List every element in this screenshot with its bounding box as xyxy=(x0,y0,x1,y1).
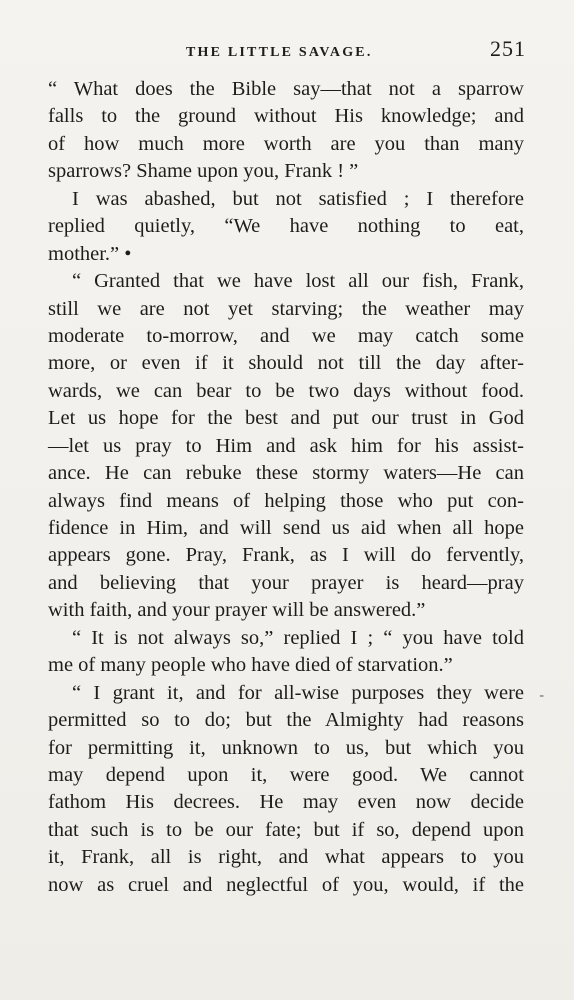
text-line: “ I grant it, and for all-wise purposes they were xyxy=(72,681,524,704)
text-line: “ What does the Bible say—that not a sparrow xyxy=(48,78,524,100)
text-line: that such is to be our fate; but if so, depend upon xyxy=(48,818,524,841)
text-line: falls to the ground without His knowledge; and xyxy=(48,105,524,128)
text-line: and believing that your prayer is heard—pray xyxy=(48,571,524,594)
text-line: mother.” • xyxy=(48,242,132,265)
text-line: replied quietly, “We have nothing to eat, xyxy=(48,215,524,238)
text-line: me of many people who have died of starvation.” xyxy=(48,654,453,677)
text-line: fidence in Him, and will send us aid when all hope xyxy=(48,517,524,539)
text-line: “ Granted that we have lost all our fish, Frank, xyxy=(72,270,524,293)
text-line: it, Frank, all is right, and what appears to you xyxy=(48,846,524,869)
page-number: 251 xyxy=(490,36,526,61)
text-line: sparrows? Shame upon you, Frank ! ” xyxy=(48,160,359,183)
text-line: now as cruel and neglectful of you, would, if the xyxy=(48,873,524,896)
text-line: always find means of helping those who put con- xyxy=(48,489,524,512)
text-line: “ It is not always so,” replied I ; “ you have told xyxy=(72,626,524,649)
running-title: THE LITTLE SAVAGE. xyxy=(186,45,373,60)
text-line: appears gone. Pray, Frank, as I will do fervently, xyxy=(48,544,524,567)
text-line: moderate to-morrow, and we may catch some xyxy=(48,324,524,347)
text-line: of how much more worth are you than many xyxy=(48,132,524,155)
text-line: still we are not yet starving; the weather may xyxy=(48,297,524,320)
text-line: Let us hope for the best and put our trust in God xyxy=(48,407,524,430)
text-line: for permitting it, unknown to us, but which you xyxy=(48,736,524,759)
text-line: with faith, and your prayer will be answered.” xyxy=(48,599,426,622)
text-line: wards, we can bear to be two days without food. xyxy=(48,379,524,402)
text-line: I was abashed, but not satisfied ; I therefore xyxy=(72,187,524,210)
margin-mark: - xyxy=(539,688,544,703)
text-line: ance. He can rebuke these stormy waters—He can xyxy=(48,462,524,485)
text-line: fathom His decrees. He may even now decide xyxy=(48,791,524,814)
text-line: —let us pray to Him and ask him for his assist- xyxy=(48,434,524,457)
text-line: may depend upon it, were good. We cannot xyxy=(48,763,524,786)
text-line: more, or even if it should not till the day after- xyxy=(48,352,524,375)
text-line: permitted so to do; but the Almighty had reasons xyxy=(48,709,524,732)
page-header xyxy=(50,36,526,70)
body-text xyxy=(48,76,524,899)
